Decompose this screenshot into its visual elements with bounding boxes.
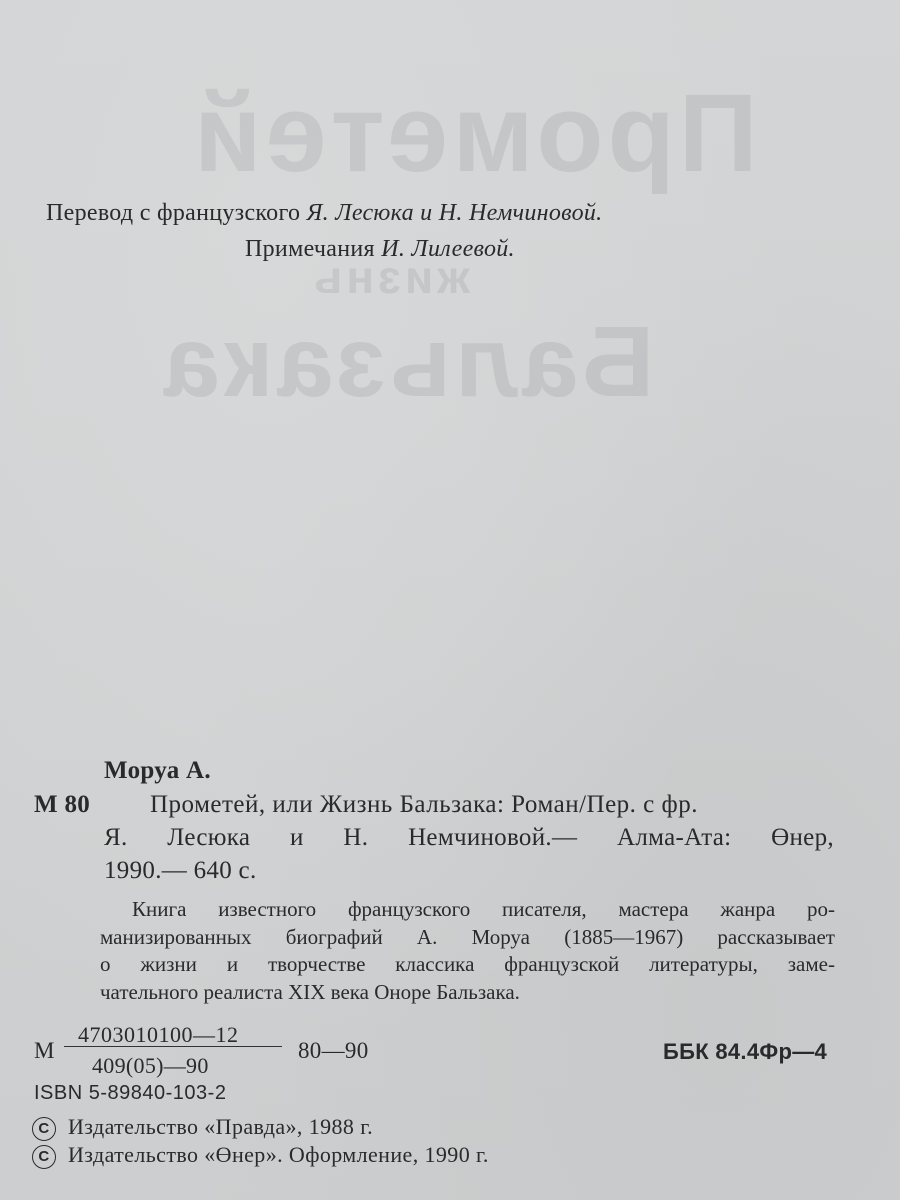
annotation-word: (1885—1967): [564, 924, 684, 949]
index-range: 80—90: [298, 1038, 369, 1063]
catalog-word: Немчиновой.—: [408, 824, 578, 851]
annotation-word: жанра: [720, 897, 776, 921]
catalog-author: Моруа А.: [104, 757, 211, 784]
catalog-word: Лесюка: [167, 824, 251, 851]
annotation-word: писателя,: [501, 897, 587, 921]
annotation-word: А.: [416, 924, 438, 949]
annotation-word: французского: [347, 897, 471, 921]
annotation-word: Моруа: [471, 924, 530, 949]
copyright-line: [32, 1140, 489, 1170]
annotation-word: манизированных: [100, 924, 252, 949]
translation-prefix: Перевод с французского: [46, 200, 301, 226]
copyright-text: Издательство «Правда», 1988 г.: [68, 1114, 374, 1139]
bleed-through-subtitle: жизнь: [310, 251, 470, 303]
isbn: ISBN 5-89840-103-2: [34, 1082, 227, 1104]
annotation-word: мастера: [618, 897, 689, 921]
annotation-word: ро-: [806, 897, 835, 921]
annotation-line: [100, 951, 835, 979]
annotation-line: [100, 979, 835, 1007]
copyright-line: [32, 1112, 373, 1142]
index-denominator: 409(05)—90: [92, 1053, 209, 1078]
book-annotation: [100, 896, 835, 1006]
catalog-title-line: Прометей, или Жизнь Бальзака: Роман/Пер. с фр.: [150, 791, 698, 818]
copyright-icon: C: [32, 1145, 56, 1169]
catalog-code: М 80: [34, 791, 91, 818]
annotation-word: французской: [504, 952, 620, 976]
annotation-word: жизни: [140, 952, 197, 976]
notes-author: И. Лилеевой.: [381, 236, 515, 262]
bleed-through-title: Прометей: [190, 72, 758, 195]
translation-credit: [46, 198, 602, 228]
translators: Я. Лесюка и Н. Немчиновой.: [306, 200, 603, 226]
index-letter: М: [34, 1038, 55, 1063]
bbk-code: ББК 84.4Фр—4: [663, 1039, 828, 1064]
annotation-word: литературы,: [649, 952, 758, 976]
annotation-line: [100, 924, 835, 952]
index-numerator: 4703010100—12: [78, 1022, 239, 1047]
annotation-word: заме-: [787, 952, 835, 976]
annotation-word: чательного реалиста XIX века Оноре Бальзака.: [100, 979, 520, 1004]
copyright-icon: C: [32, 1117, 56, 1141]
fraction-bar: [64, 1046, 282, 1047]
annotation-word: Книга: [132, 897, 187, 921]
catalog-word: Н.: [343, 824, 369, 851]
catalog-year-pages: 1990.— 640 с.: [104, 857, 257, 884]
annotation-word: классика: [395, 952, 475, 976]
annotation-word: рассказывает: [717, 924, 835, 949]
catalog-translator-line: [104, 823, 834, 853]
notes-prefix: Примечания: [245, 236, 375, 262]
catalog-word: Я.: [104, 824, 128, 851]
catalog-word: Өнер,: [771, 824, 834, 851]
annotation-word: известного: [218, 897, 317, 921]
notes-credit: [245, 234, 515, 264]
annotation-word: и: [226, 952, 239, 976]
annotation-word: биографий: [285, 924, 383, 949]
annotation-line: [100, 896, 835, 924]
catalog-word: и: [289, 824, 304, 851]
annotation-word: творчестве: [267, 952, 366, 976]
bleed-through-name: Бальзака: [160, 306, 655, 418]
copyright-text: Издательство «Өнер». Оформление, 1990 г.: [68, 1142, 489, 1167]
catalog-word: Алма-Ата:: [617, 824, 732, 851]
annotation-word: о: [100, 952, 111, 976]
